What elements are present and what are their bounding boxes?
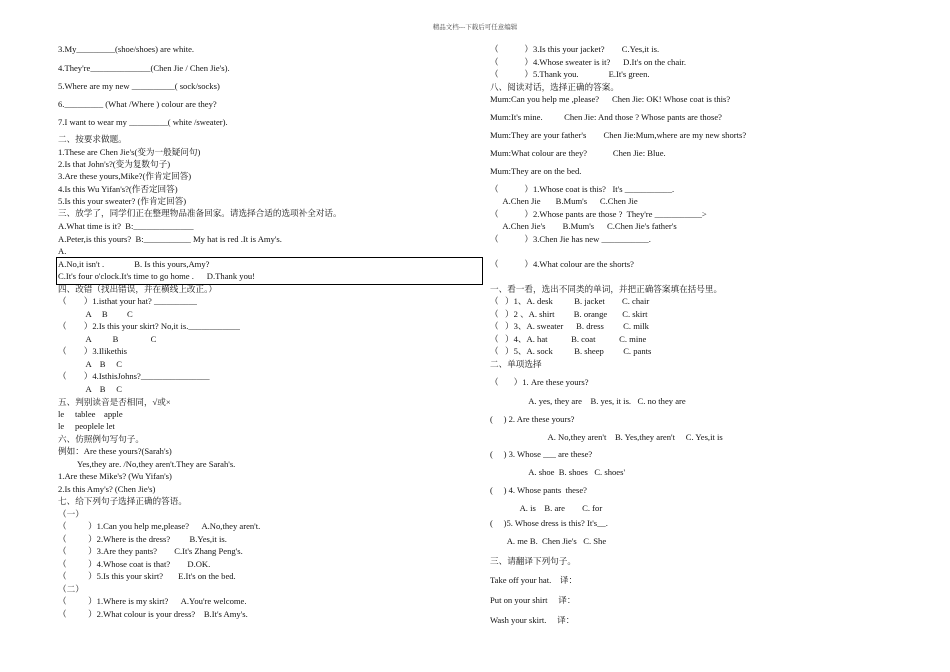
text-line: Take off your hat. 译： xyxy=(490,575,578,585)
text-line: （ ）3、A. sweater B. dress C. milk xyxy=(490,321,649,331)
text-line: Mum:What colour are they? Chen Jie: Blue. xyxy=(490,148,666,158)
text-line: （ ）1.Can you help me,please? A.No,they aren't. xyxy=(58,521,261,531)
page-header: 精品文档---下载后可任意编辑 xyxy=(432,24,518,31)
text-line: （二） xyxy=(58,584,84,594)
text-line: 6._________ (What /Where ) colour are they? xyxy=(58,99,217,109)
text-line: （ ）5.Thank you. E.It's green. xyxy=(490,69,650,79)
text-line: （ ）4.Whose sweater is it? D.It's on the chair. xyxy=(490,57,687,67)
text-line: 5.Where are my new __________( sock/socks) xyxy=(58,81,220,91)
text-line: （ ）4.What colour are the shorts? xyxy=(490,259,634,269)
text-line: 二、单项选择 xyxy=(490,359,542,369)
text-line: （ ）4.Whose coat is that? D.OK. xyxy=(58,559,211,569)
text-line: 三、请翻译下列句子。 xyxy=(490,556,576,566)
text-line: Mum:Can you help me ,please? Chen Jie: OK! Whose coat is this? xyxy=(490,94,731,104)
text-line: A B C xyxy=(58,334,157,344)
text-line: A. yes, they are B. yes, it is. C. no they are xyxy=(490,396,686,406)
text-line: （ ）1.Whose coat is this? It's ___________. xyxy=(490,184,675,194)
text-line: Wash your skirt. 译： xyxy=(490,615,575,625)
text-line: A.Peter,is this yours? B:___________ My hat is red .It is Amy's. xyxy=(58,234,282,244)
text-line: A. shoe B. shoes C. shoes' xyxy=(490,467,625,477)
text-line: 1.Are these Mike's? (Wu Yifan's) xyxy=(58,471,172,481)
text-line: （一） xyxy=(58,509,84,519)
text-line: （ ）4.IsthisJohns?________________ xyxy=(58,371,210,381)
text-line: A.Chen Jie B.Mum's C.Chen Jie xyxy=(490,196,638,206)
text-line: （ ）3.Are they pants? C.It's Zhang Peng's. xyxy=(58,546,243,556)
text-line: （ ）2.Where is the dress? B.Yes,it is. xyxy=(58,534,227,544)
text-line: 4.They're______________(Chen Jie / Chen Jie's). xyxy=(58,63,230,73)
text-line: A. me B. Chen Jie's C. She xyxy=(490,536,607,546)
text-line: （ ）3.Chen Jie has new ___________. xyxy=(490,234,651,244)
text-line: （ ）2 、A. shirt B. orange C. skirt xyxy=(490,309,648,319)
text-line: A B C xyxy=(58,309,133,319)
text-line: A. xyxy=(58,246,67,256)
text-line: 5.Is this your sweater? (作肯定回答) xyxy=(58,196,187,206)
text-line: A.What time is it? B:______________ xyxy=(58,221,194,231)
text-line: A. No,they aren't B. Yes,they aren't C. Yes,it is xyxy=(490,432,723,442)
text-line: 例如：Are these yours?(Sarah's) xyxy=(58,446,172,456)
text-line: 六、仿照例句写句子。 xyxy=(58,434,144,444)
text-line: ( )5. Whose dress is this? It's__. xyxy=(490,518,608,528)
text-line: Mum:It's mine. Chen Jie: And those ? Whose pants are those? xyxy=(490,112,722,122)
text-line: 一、看一看，选出不同类的单词，并把正确答案填在括号里。 xyxy=(490,284,723,294)
text-line: （ ）2.Is this your skirt? No,it is.____________ xyxy=(58,321,240,331)
text-line: （ ）3.Ilikethis xyxy=(58,346,127,356)
text-line: （ ）2.What colour is your dress? B.It's Amy's. xyxy=(58,609,248,619)
text-line: （ ）5、A. sock B. sheep C. pants xyxy=(490,346,652,356)
text-line: 7.I want to wear my _________( white /sweater). xyxy=(58,117,228,127)
text-line: ( ) 3. Whose ___ are these? xyxy=(490,449,593,459)
text-line: （ ）2.Whose pants are those ? They're ___________> xyxy=(490,209,707,219)
text-line: 3.Are these yours,Mike?(作肯定回答) xyxy=(58,171,192,181)
text-line: 4.Is this Wu Yifan's?(作否定回答) xyxy=(58,184,178,194)
text-line: 三、放学了，同学们正在整理物品准备回家。请选择合适的选项补全对话。 xyxy=(58,208,342,218)
text-line: Mum:They are your father's Chen Jie:Mum,where are my new shorts? xyxy=(490,130,747,140)
text-line: 1.These are Chen Jie's(变为一般疑问句) xyxy=(58,147,201,157)
text-line: A B C xyxy=(58,384,122,394)
text-line: 五、判别读音是否相同，√或× xyxy=(58,397,171,407)
text-line: A.Chen Jie's B.Mum's C.Chen Jie's father's xyxy=(490,221,677,231)
text-line: Mum:They are on the bed. xyxy=(490,166,582,176)
text-line: A B C xyxy=(58,359,122,369)
text-line: Yes,they are. /No,they aren't.They are Sarah's. xyxy=(58,459,236,469)
text-line: Put on your shirt 译： xyxy=(490,595,576,605)
text-line: A.No,it isn't . B. Is this yours,Amy? xyxy=(58,259,210,269)
text-line: （ ）3.Is this your jacket? C.Yes,it is. xyxy=(490,44,660,54)
text-line: 四、改错（找出错误，并在横线上改正。） xyxy=(58,284,217,294)
text-line: （ ）5.Is this your skirt? E.It's on the bed. xyxy=(58,571,236,581)
text-line: ( ) 2. Are these yours? xyxy=(490,414,575,424)
text-line: （ ）4、A. hat B. coat C. mine xyxy=(490,334,647,344)
text-line: le peoplele let xyxy=(58,421,115,431)
text-line: （ ）1、A. desk B. jacket C. chair xyxy=(490,296,650,306)
text-line: C.It's four o'clock.It's time to go home . D.Thank you! xyxy=(58,271,256,281)
text-line: 八、阅读对话，选择正确的答案。 xyxy=(490,82,619,92)
text-line: le tablee apple xyxy=(58,409,123,419)
text-line: （ ）1.Where is my skirt? A.You're welcome. xyxy=(58,596,247,606)
text-line: （ ）1.isthat your hat? __________ xyxy=(58,296,197,306)
text-line: 2.Is this Amy's? (Chen Jie's) xyxy=(58,484,156,494)
text-line: 3.My_________(shoe/shoes) are white. xyxy=(58,44,195,54)
text-line: 七、给下列句子选择正确的答语。 xyxy=(58,496,187,506)
text-line: 二、按要求做题。 xyxy=(58,134,127,144)
text-line: （ ）1. Are these yours? xyxy=(490,377,589,387)
text-line: A. is B. are C. for xyxy=(490,503,603,513)
text-line: 2.Is that John's?(变为复数句子) xyxy=(58,159,171,169)
text-line: ( ) 4. Whose pants these? xyxy=(490,485,587,495)
